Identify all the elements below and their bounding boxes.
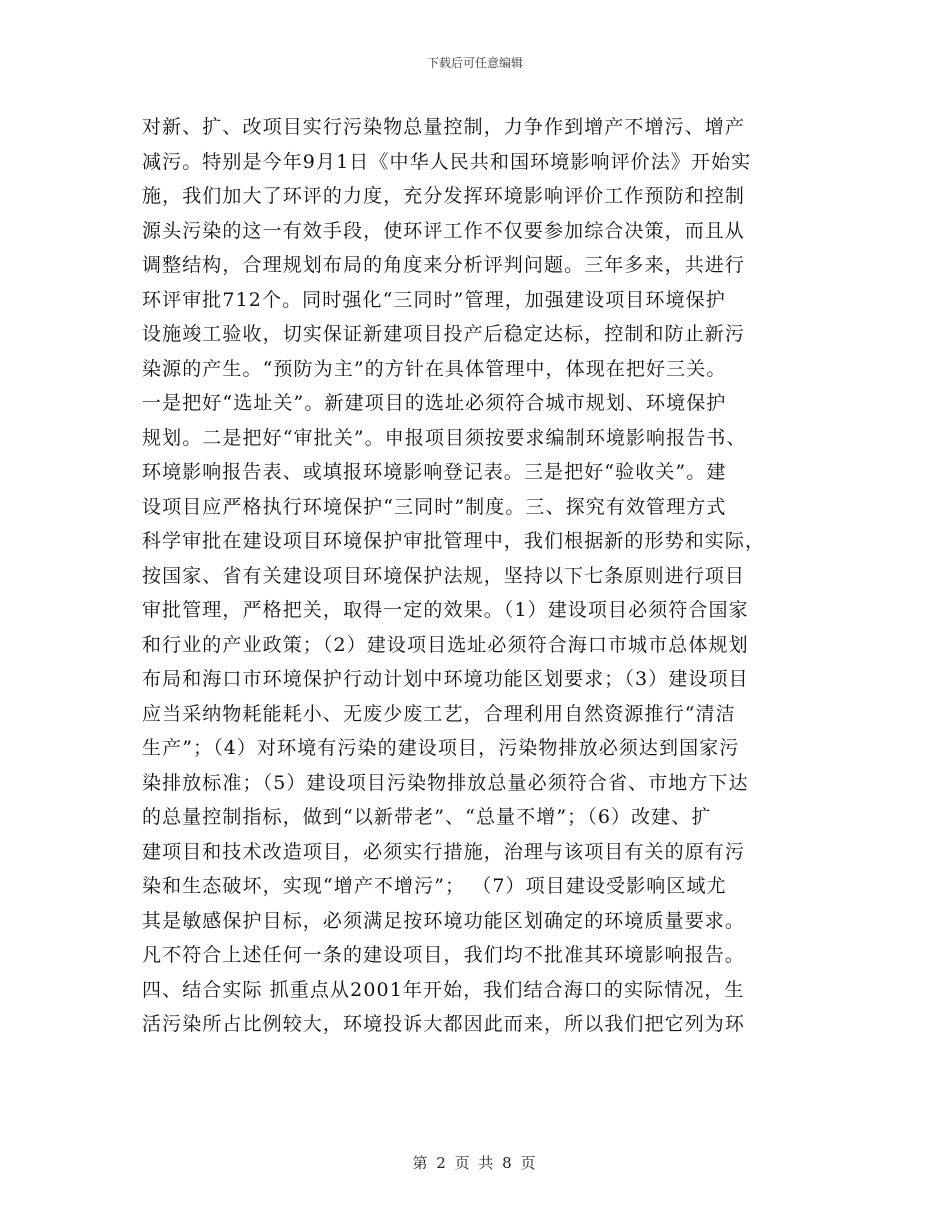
text-line: 应当采纳物耗能耗小、无废少废工艺，合理利用自然资源推行“清洁 xyxy=(142,702,736,725)
text-line: 对新、扩、改项目实行污染物总量控制，力争作到增产不增污、增产 xyxy=(142,116,746,138)
text-line: 源头污染的这一有效手段，使环评工作不仅要参加综合决策，而且从 xyxy=(142,219,746,242)
text-line: 建项目和技术改造项目，必须实行措施，治理与该项目有关的原有污 xyxy=(142,840,746,863)
text-line: 规划。二是把好“审批关”。申报项目须按要求编制环境影响报告书、 xyxy=(142,426,747,449)
text-line: 审批管理，严格把关，取得一定的效果。（1）建设项目必须符合国家 xyxy=(142,599,749,621)
text-line: 染排放标准；（5）建设项目污染物排放总量必须符合省、市地方下达 xyxy=(142,771,749,794)
text-line: 施，我们加大了环评的力度，充分发挥环境影响评价工作预防和控制 xyxy=(142,185,746,207)
document-body xyxy=(142,110,812,1042)
text-line: 四、结合实际 抓重点从2001年开始，我们结合海口的实际情况，生 xyxy=(142,978,745,1001)
text-line: 其是敏感保护目标，必须满足按环境功能区划确定的环境质量要求。 xyxy=(142,909,746,932)
text-line: 染和生态破坏，实现“增产不增污”； （7）项目建设受影响区域尤 xyxy=(142,875,727,897)
text-line: 科学审批在建设项目环境保护审批管理中，我们根据新的形势和实际， xyxy=(142,530,766,552)
text-line: 按国家、省有关建设项目环境保护法规，坚持以下七条原则进行项目 xyxy=(142,564,746,587)
text-line: 减污。特别是今年9月1日《中华人民共和国环境影响评价法》开始实 xyxy=(142,150,752,173)
text-line: 设项目应严格执行环境保护“三同时”制度。三、探究有效管理方式 xyxy=(142,495,727,518)
text-line: 染源的产生。“预防为主”的方针在具体管理中，体现在把好三关。 xyxy=(142,357,727,380)
text-line: 凡不符合上述任何一条的建设项目，我们均不批准其环境影响报告。 xyxy=(142,944,746,966)
text-line: 活污染所占比例较大，环境投诉大都因此而来，所以我们把它列为环 xyxy=(142,1013,746,1035)
text-line: 调整结构，合理规划布局的角度来分析评判问题。三年多来，共进行 xyxy=(142,254,746,276)
text-line: 和行业的产业政策；（2）建设项目选址必须符合海口市城市总体规划 xyxy=(142,633,749,656)
text-line: 环境影响报告表、或填报环境影响登记表。三是把好“验收关”。建 xyxy=(142,461,727,483)
text-line: 布局和海口市环境保护行动计划中环境功能区划要求；（3）建设项目 xyxy=(142,668,749,690)
page-header-note: 下载后可任意编辑 xyxy=(426,56,523,70)
text-line: 生产”；（4）对环境有污染的建设项目，污染物排放必须达到国家污 xyxy=(142,737,740,759)
text-line: 一是把好“选址关”。新建项目的选址必须符合城市规划、环境保护 xyxy=(142,392,727,414)
text-line: 环评审批712个。同时强化“三同时”管理，加强建设项目环境保护 xyxy=(142,288,726,311)
text-line: 设施竣工验收，切实保证新建项目投产后稳定达标，控制和防止新污 xyxy=(142,323,746,345)
text-line: 的总量控制指标，做到“以新带老”、“总量不增”；（6）改建、扩 xyxy=(142,806,712,828)
page-number-footer: 第 2 页 共 8 页 xyxy=(412,1154,538,1172)
